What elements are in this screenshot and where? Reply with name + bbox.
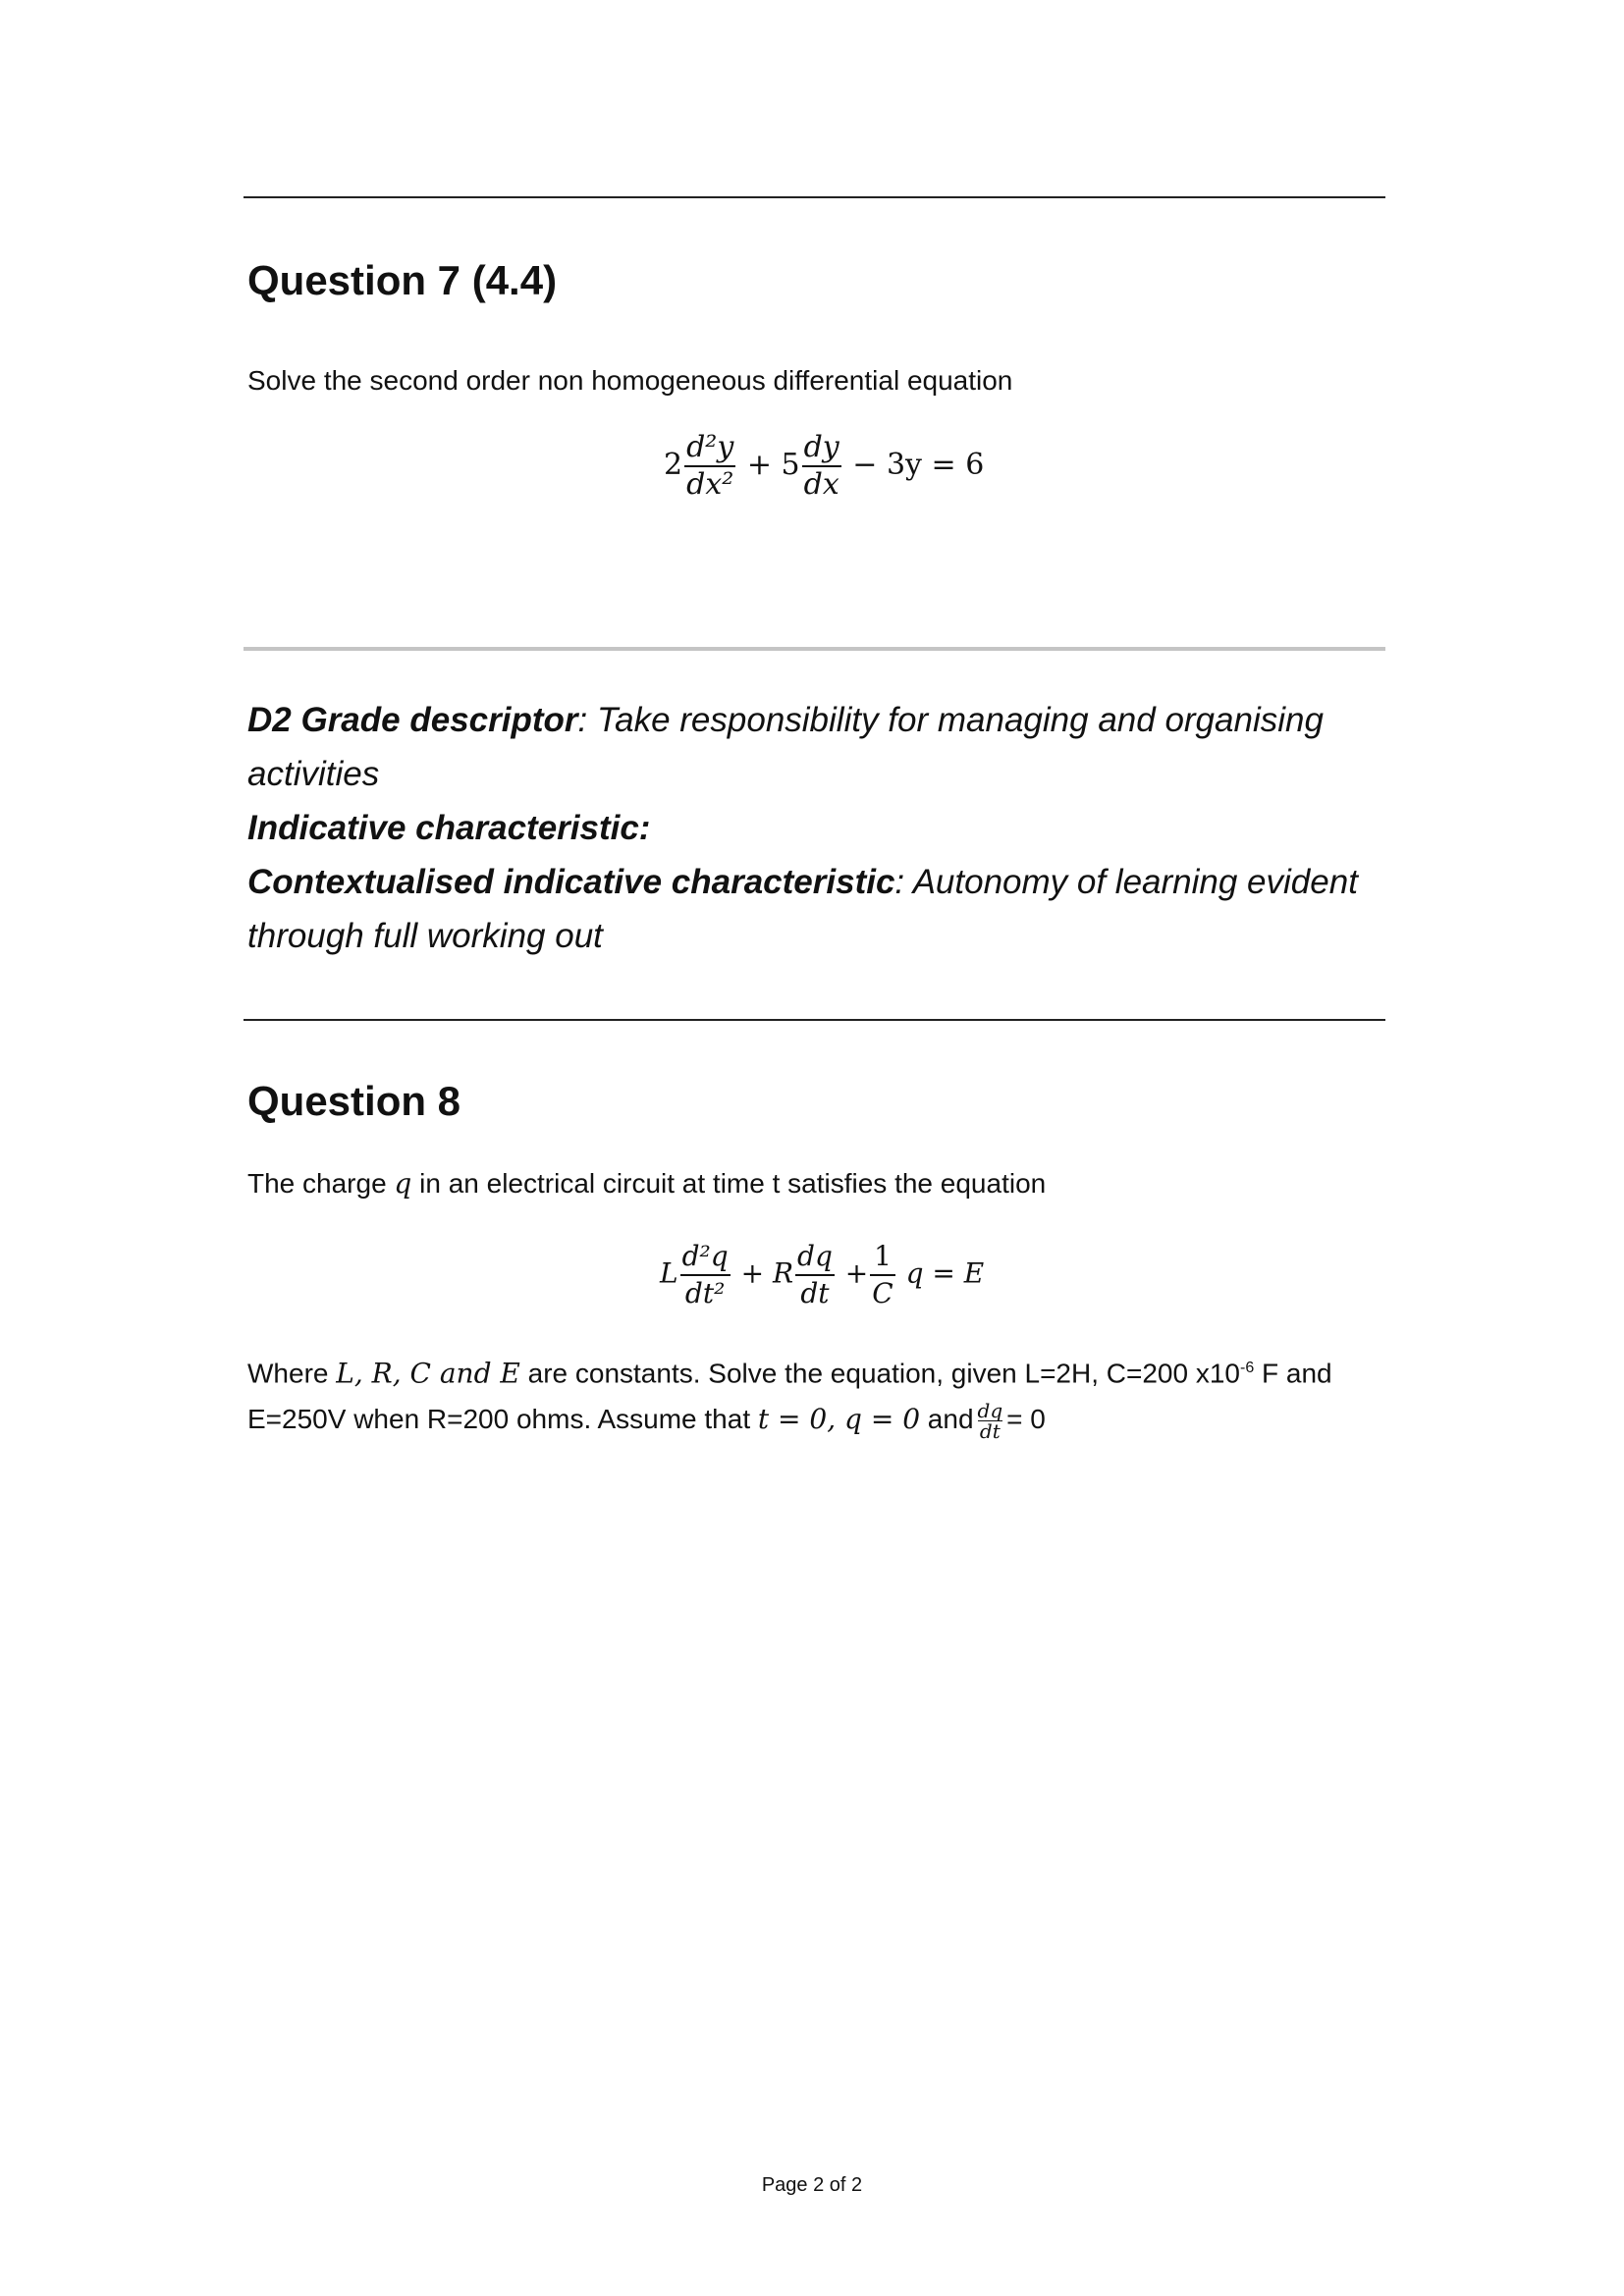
grade-descriptor-block xyxy=(247,693,1386,963)
eq7-fraction-d2y xyxy=(684,430,735,503)
question-7-intro: Solve the second order non homogeneous differential equation xyxy=(247,365,1013,396)
q8-dt-denominator: dt xyxy=(978,1420,1003,1441)
indicative-characteristic-label: Indicative characteristic: xyxy=(247,809,651,847)
q8-initial-conditions: t = 0, q = 0 xyxy=(757,1403,921,1435)
q8-intro-variable: q xyxy=(394,1167,412,1200)
section-divider-grey xyxy=(244,647,1385,651)
eq8-plus: + xyxy=(844,1256,869,1290)
question-8-title: Question 8 xyxy=(247,1078,461,1124)
top-divider xyxy=(244,196,1385,198)
contextualised-characteristic-text: : Autonomy of learning evident through full working out xyxy=(247,863,1358,955)
grade-descriptor-line xyxy=(247,693,1386,801)
eq8-numerator-2: dq xyxy=(797,1240,833,1272)
question-7-title: Question 7 (4.4) xyxy=(247,257,558,303)
divider-before-question-8 xyxy=(244,1019,1385,1021)
eq7-denominator-1: dx² xyxy=(684,465,735,503)
eq7-plus-5: + 5 xyxy=(746,448,800,482)
eq8-denominator-2: dt xyxy=(795,1274,835,1311)
contextualised-characteristic-label: Contextualised indicative characteristic xyxy=(247,863,895,901)
q8-dq-dt-fraction xyxy=(977,1399,1003,1444)
eq7-coefficient: 2 xyxy=(664,448,683,482)
question-8-equation xyxy=(660,1239,984,1311)
question-7-equation xyxy=(664,430,984,503)
q8-conditions-start: E=250V when R=200 ohms. Assume that xyxy=(247,1404,751,1434)
eq8-denominator-3: C xyxy=(870,1274,894,1311)
q8-conditions-end: = 0 xyxy=(1006,1404,1046,1434)
q8-intro-end: in an electrical circuit at time t satisfies the equation xyxy=(419,1168,1047,1199)
eq8-fraction-d2q xyxy=(680,1239,731,1311)
question-8-conditions-line xyxy=(247,1394,1046,1445)
eq8-numerator-1: d²q xyxy=(681,1240,729,1272)
q8-where-end: F and xyxy=(1262,1358,1332,1389)
indicative-characteristic-line xyxy=(247,801,1386,855)
eq7-denominator-2: dx xyxy=(802,465,841,503)
eq8-rest: q = E xyxy=(905,1256,985,1290)
eq8-numerator-3: 1 xyxy=(874,1240,892,1272)
contextualised-characteristic-line xyxy=(247,855,1386,963)
page-number: Page 2 of 2 xyxy=(761,2174,863,2196)
eq7-rest: − 3y = 6 xyxy=(852,448,985,482)
eq8-denominator-1: dt² xyxy=(680,1274,731,1311)
question-8-where-line xyxy=(247,1343,1332,1399)
q8-where-variables: L, R, C and E xyxy=(336,1357,520,1390)
eq7-numerator-2: dy xyxy=(803,430,839,464)
q8-where-exponent: -6 xyxy=(1240,1360,1255,1376)
q8-conditions-and: and xyxy=(927,1404,974,1434)
q8-intro-start: The charge xyxy=(247,1168,387,1199)
eq8-fraction-dq xyxy=(795,1239,835,1311)
eq7-numerator-1: d²y xyxy=(686,430,734,464)
eq8-fraction-1-over-C xyxy=(870,1239,894,1311)
q8-where-start: Where xyxy=(247,1358,329,1389)
q8-where-given: are constants. Solve the equation, given L=2H, C=200 x10 xyxy=(527,1358,1240,1389)
question-8-intro xyxy=(247,1158,1046,1209)
eq8-plus-R: + R xyxy=(740,1256,794,1290)
grade-descriptor-text: : Take responsibility for managing and organising activities xyxy=(247,701,1324,793)
eq8-L: L xyxy=(660,1256,678,1290)
eq7-fraction-dy xyxy=(802,430,841,503)
q8-dq-numerator: dq xyxy=(977,1399,1003,1423)
grade-descriptor-label: D2 Grade descriptor xyxy=(247,701,578,739)
